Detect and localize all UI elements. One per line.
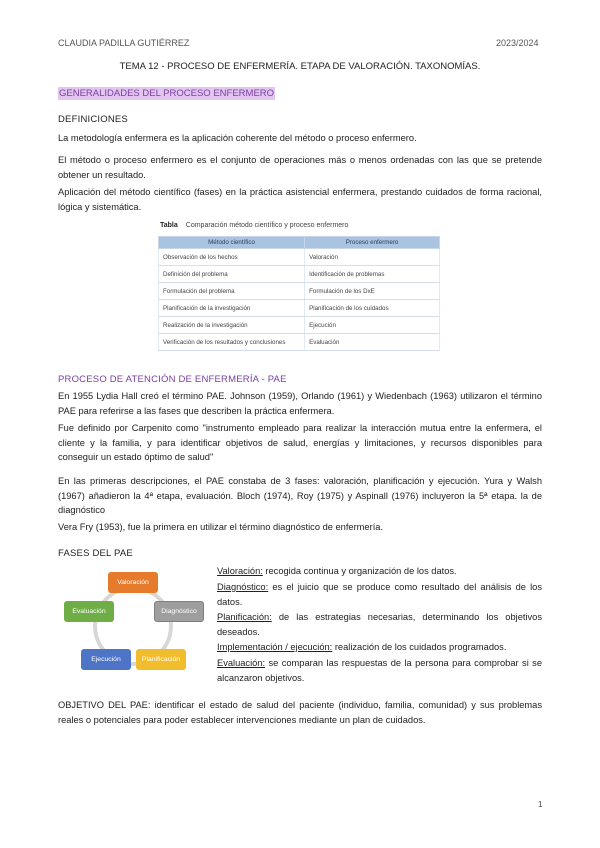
fase-term: Diagnóstico: bbox=[217, 582, 269, 592]
definicion-paragraph-3: Aplicación del método científico (fases) en la práctica asistencial enfermera, prestando cuidados de forma racional, lógica y sistemática. bbox=[58, 187, 542, 212]
fase-item bbox=[217, 656, 542, 685]
table-cell: Identificación de problemas bbox=[305, 266, 440, 283]
table-row bbox=[159, 283, 440, 300]
pae-paragraph-4: Vera Fry (1953), fue la primera en utilizar el término diagnóstico de enfermería. bbox=[58, 522, 384, 532]
fase-text: de las estrategias necesarias, determinando los objetivos deseados. bbox=[217, 612, 542, 637]
fase-item bbox=[217, 640, 542, 655]
pae-paragraph-3: En las primeras descripciones, el PAE constaba de 3 fases: valoración, planificación y ejecución. Yura y Walsh (1967) añadieron la 4ª etapa, evaluación. Bloch (1974), Roy (1975) y Aspinall (1976) incluyeron la 5ª etapa. la de diagnóstico bbox=[58, 476, 542, 515]
pae-paragraph-1: En 1955 Lydia Hall creó el término PAE. Johnson (1959), Orlando (1961) y Wiedenbach (1963) utilizaron el término PAE para referirse a las fases que describen la práctica enfermera. bbox=[58, 391, 542, 416]
document-title: TEMA 12 - PROCESO DE ENFERMERÍA. ETAPA DE VALORACIÓN. TAXONOMÍAS. bbox=[119, 61, 481, 72]
table-cell: Realización de la investigación bbox=[159, 317, 305, 334]
table-header-cell: Proceso enfermero bbox=[305, 237, 440, 249]
table-cell: Ejecución bbox=[305, 317, 440, 334]
phase-ejecucion: Ejecución bbox=[81, 649, 131, 670]
table-cell: Planificación de los cuidados bbox=[305, 300, 440, 317]
fase-text: es el juicio que se produce como resultado del análisis de los datos. bbox=[217, 582, 542, 607]
fase-item bbox=[217, 610, 542, 639]
fase-item bbox=[217, 564, 542, 579]
table-row bbox=[159, 266, 440, 283]
phase-diagnostico: Diagnóstico bbox=[154, 601, 204, 622]
phase-valoracion: Valoración bbox=[108, 572, 158, 593]
table-cell: Planificación de la investigación bbox=[159, 300, 305, 317]
table-cell: Definición del problema bbox=[159, 266, 305, 283]
table-caption bbox=[160, 222, 348, 229]
header-year: 2023/2024 bbox=[496, 38, 539, 48]
fase-item bbox=[217, 580, 542, 609]
fase-term: Valoración: bbox=[217, 566, 263, 576]
table-cell: Evaluación bbox=[305, 334, 440, 351]
definiciones-heading: DEFINICIONES bbox=[58, 114, 128, 125]
table-cell: Formulación del problema bbox=[159, 283, 305, 300]
definicion-paragraph-1: La metodología enfermera es la aplicación coherente del método o proceso enfermero. bbox=[58, 133, 417, 143]
table-caption-text: Comparación método científico y proceso enfermero bbox=[185, 222, 349, 229]
pae-cycle-diagram bbox=[56, 566, 206, 676]
table-row bbox=[159, 300, 440, 317]
section-heading-text: GENERALIDADES DEL PROCESO ENFERMERO bbox=[59, 88, 275, 99]
section-heading-pae: PROCESO DE ATENCIÓN DE ENFERMERÍA - PAE bbox=[58, 374, 287, 385]
table-caption-label: Tabla bbox=[160, 222, 178, 229]
table-cell: Valoración bbox=[305, 249, 440, 266]
fases-heading: FASES DEL PAE bbox=[58, 548, 133, 559]
fase-term: Implementación / ejecución: bbox=[217, 642, 333, 652]
phase-evaluacion: Evaluación bbox=[64, 601, 114, 622]
table-header-row bbox=[159, 237, 440, 249]
table-cell: Formulación de los DxE bbox=[305, 283, 440, 300]
table-row bbox=[159, 249, 440, 266]
comparison-table bbox=[158, 236, 440, 351]
objetivo-paragraph: OBJETIVO DEL PAE: identificar el estado de salud del paciente (individuo, familia, comunidad) y sus problemas reales o potenciales para poder establecer intervenciones mediante un plan de cuidados. bbox=[58, 700, 542, 725]
pae-paragraph-2: Fue definido por Carpenito como "instrumento empleado para realizar la interacción mutua entre la enfermera, el cliente y la familia, y para identificar objetivos de salud, energías y limitaciones, y recursos disponibles para conseguir un estado óptimo de salud" bbox=[58, 423, 542, 462]
fase-text: se comparan las respuestas de la persona para comprobar si se alcanzaron objetivos. bbox=[217, 658, 542, 683]
table-row bbox=[159, 334, 440, 351]
fase-term: Planificación: bbox=[217, 612, 272, 622]
fase-text: recogida continua y organización de los datos. bbox=[262, 566, 457, 576]
table-row bbox=[159, 317, 440, 334]
table-cell: Verificación de los resultados y conclusiones bbox=[159, 334, 305, 351]
phase-planificacion: Planificación bbox=[136, 649, 186, 670]
header-author: CLAUDIA PADILLA GUTIÉRREZ bbox=[58, 38, 190, 48]
table-header-cell: Método científico bbox=[159, 237, 305, 249]
page-number: 1 bbox=[538, 800, 543, 809]
definicion-paragraph-2: El método o proceso enfermero es el conjunto de operaciones más o menos ordenadas con las que se pretende obtener un resultado. bbox=[58, 155, 542, 180]
fase-term: Evaluación: bbox=[217, 658, 266, 668]
section-heading-generalidades bbox=[58, 88, 275, 99]
table-cell: Observación de los hechos bbox=[159, 249, 305, 266]
fase-text: realización de los cuidados programados. bbox=[332, 642, 507, 652]
